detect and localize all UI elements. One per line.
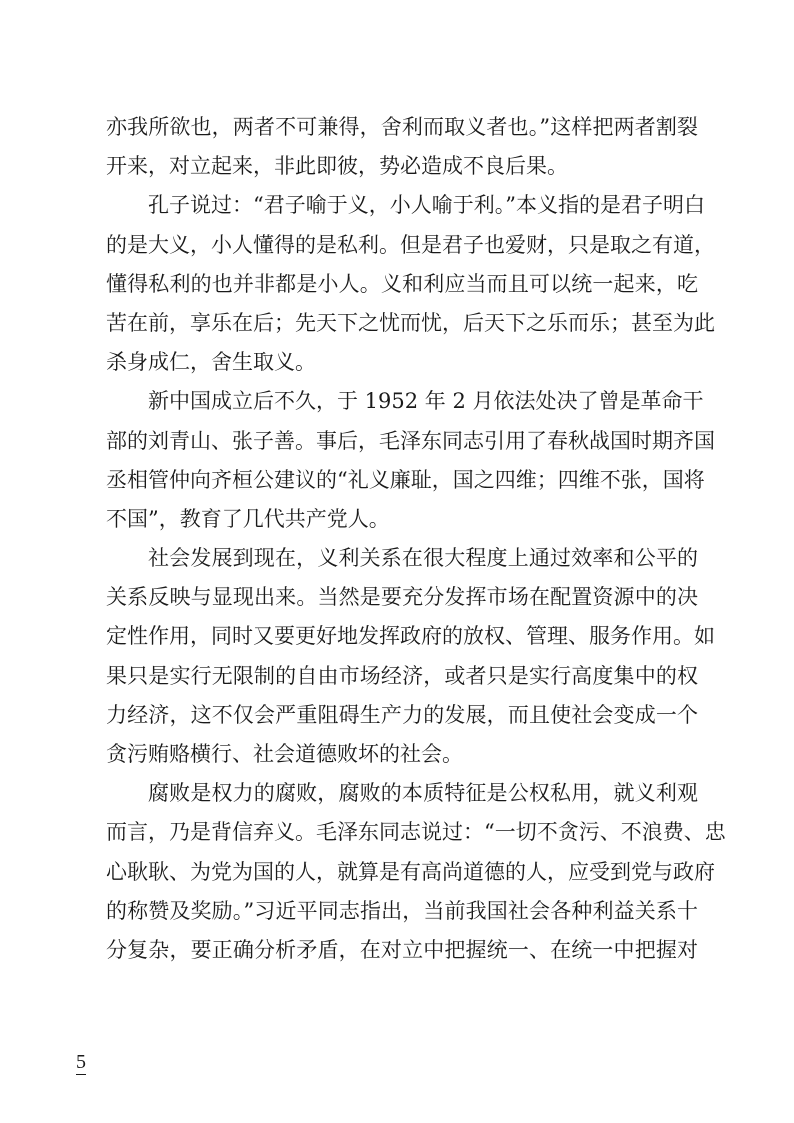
text-line: 贪污贿赂横行、社会道德败坏的社会。 <box>106 742 463 766</box>
text-line: 而言，乃是背信弃义。毛泽东同志说过：“一切不贪污、不浪费、忠 <box>106 820 726 845</box>
text-line: 的称赞及奖励。”习近平同志指出，当前我国社会各种利益关系十 <box>106 898 698 923</box>
text-line: 丞相管仲向齐桓公建议的“礼义廉耻，国之四维；四维不张，国将 <box>106 467 705 492</box>
paragraph-5 <box>106 774 726 970</box>
text-line: 杀身成仁，舍生取义。 <box>106 350 316 375</box>
text-line: 不国”，教育了几代共产党人。 <box>106 506 390 531</box>
paragraph-4 <box>106 539 715 774</box>
document-body <box>106 108 726 970</box>
text-line: 分复杂，要正确分析矛盾，在对立中把握统一、在统一中把握对 <box>106 937 698 962</box>
text-line: 孔子说过：“君子喻于义，小人喻于利。”本义指的是君子明白 <box>148 193 705 218</box>
text-line: 腐败是权力的腐败，腐败的本质特征是公权私用，就义利观 <box>148 781 698 806</box>
text-line: 关系反映与显现出来。当然是要充分发挥市场在配置资源中的决 <box>106 585 698 610</box>
text-line: 亦我所欲也，两者不可兼得，舍利而取义者也。”这样把两者割裂 <box>106 115 698 139</box>
text-line: 苦在前，享乐在后；先天下之忧而忧，后天下之乐而乐；甚至为此 <box>106 310 715 335</box>
text-line: 力经济，这不仅会严重阻碍生产力的发展，而且使社会变成一个 <box>106 702 698 727</box>
paragraph-3 <box>106 382 715 539</box>
text-line: 社会发展到现在，义利关系在很大程度上通过效率和公平的 <box>148 546 698 571</box>
text-line: 部的刘青山、张子善。事后，毛泽东同志引用了春秋战国时期齐国 <box>106 428 715 453</box>
paragraph-1 <box>106 108 698 186</box>
text-line: 心耿耿、为党为国的人，就算是有高尚道德的人，应受到党与政府 <box>106 859 715 884</box>
text-line: 果只是实行无限制的自由市场经济，或者只是实行高度集中的权 <box>106 663 698 688</box>
text-line: 的是大义，小人懂得的是私利。但是君子也爱财，只是取之有道， <box>106 232 715 257</box>
text-line: 定性作用，同时又要更好地发挥政府的放权、管理、服务作用。如 <box>106 624 715 649</box>
text-line: 新中国成立后不久，于 1952 年 2 月依法处决了曾是革命干 <box>148 389 704 414</box>
text-line: 开来，对立起来，非此即彼，势必造成不良后果。 <box>106 154 568 179</box>
page-number: 5 <box>76 1051 86 1073</box>
text-line: 懂得私利的也并非都是小人。义和利应当而且可以统一起来，吃 <box>106 271 698 296</box>
paragraph-2 <box>106 186 715 382</box>
